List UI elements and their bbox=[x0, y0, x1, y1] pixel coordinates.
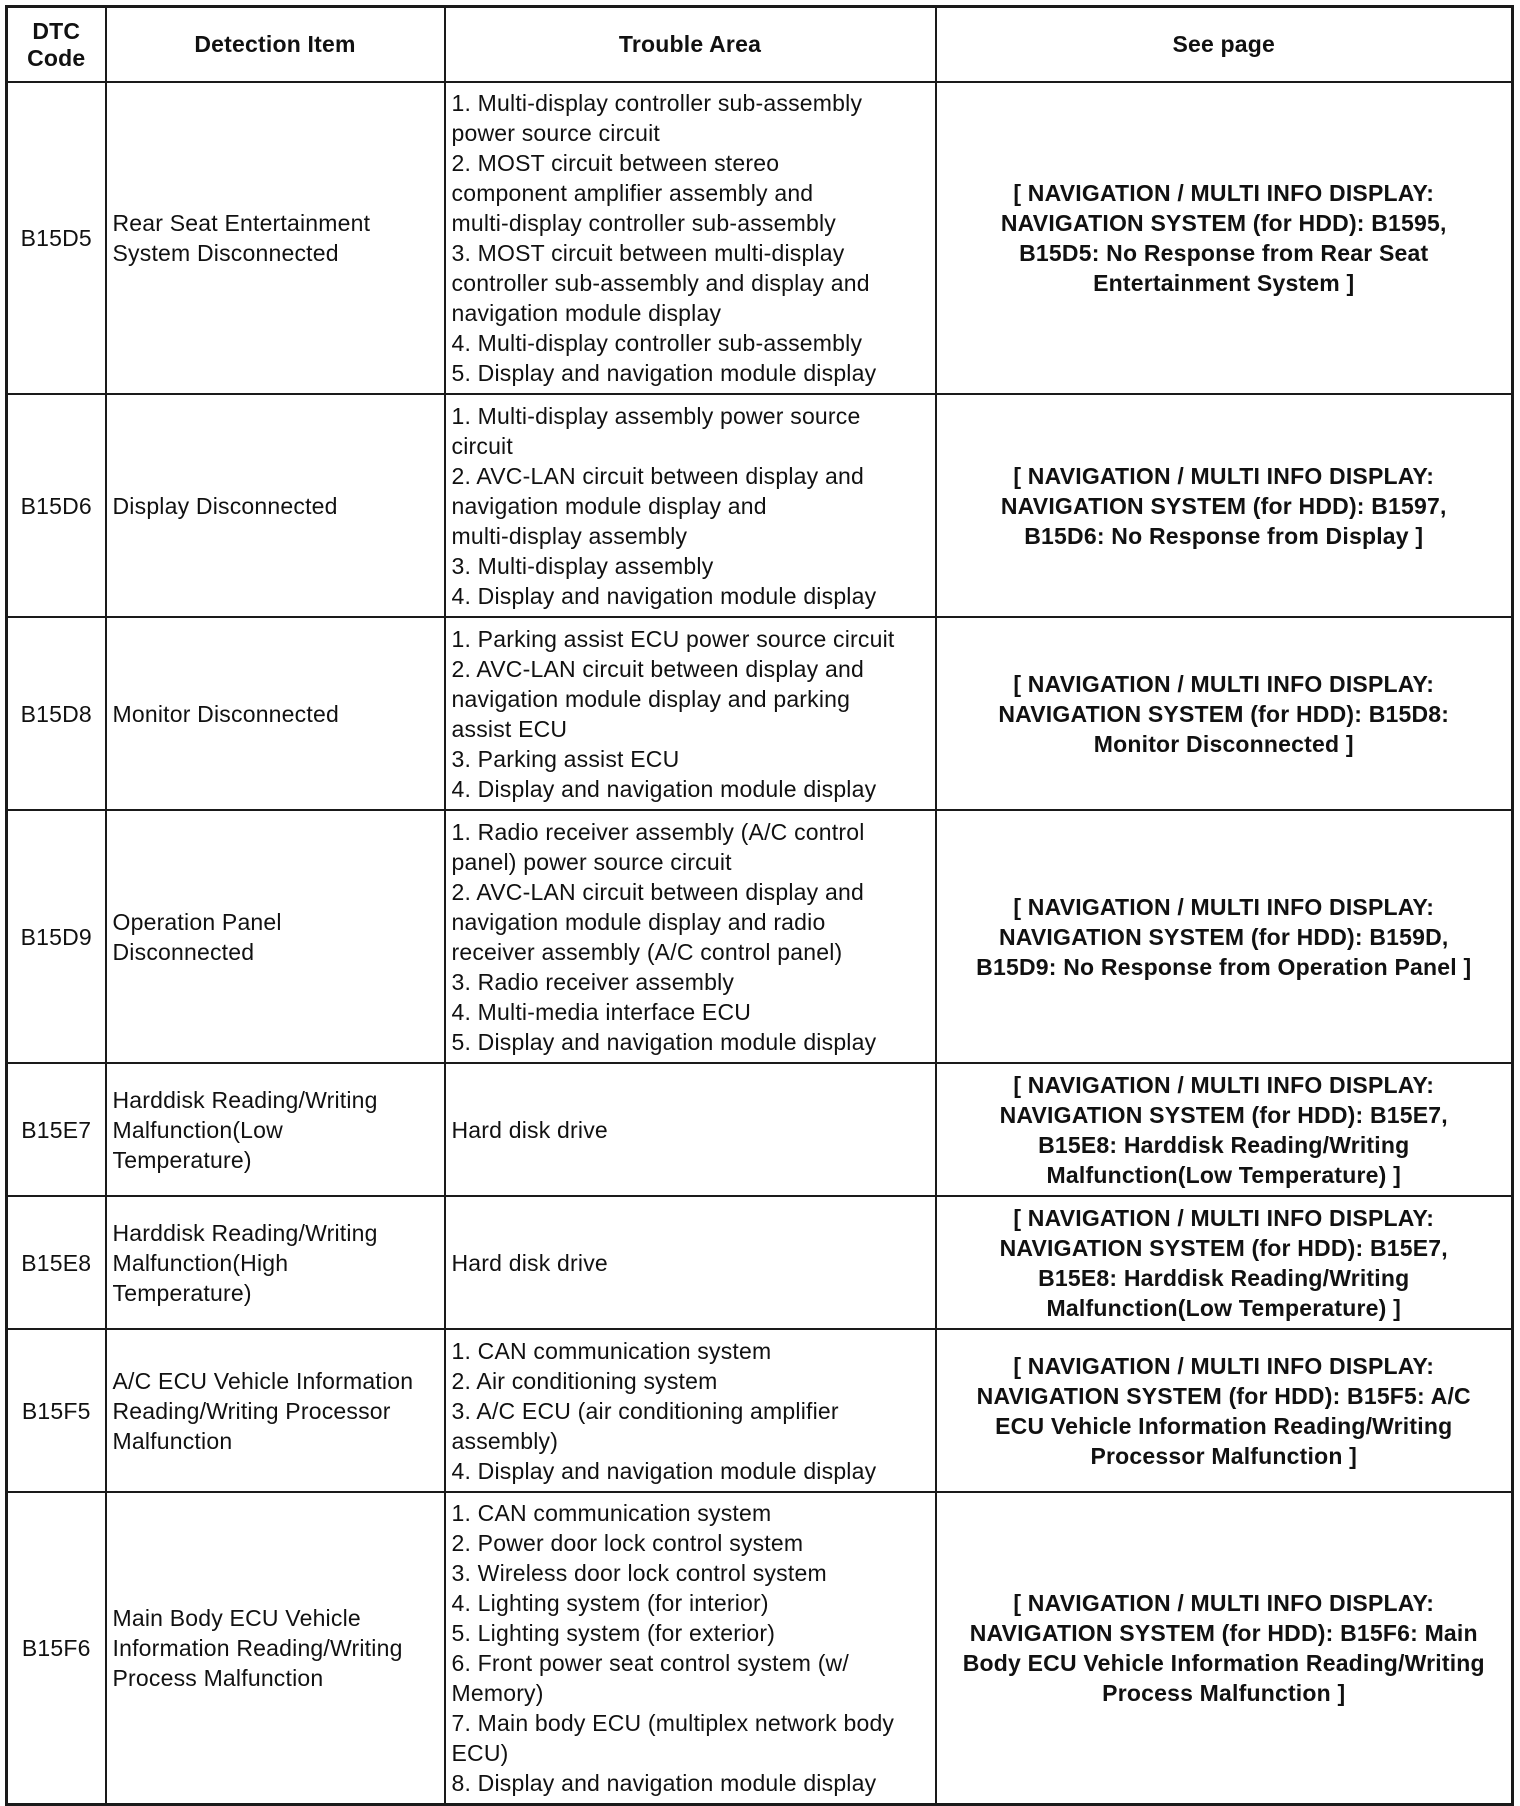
trouble-area-line: 4. Lighting system (for interior) bbox=[451, 1589, 769, 1616]
detection-item-cell bbox=[106, 617, 445, 810]
table-row bbox=[7, 1329, 1513, 1492]
see-page-text bbox=[1000, 1203, 1448, 1323]
detection-item-line: Operation Panel bbox=[112, 908, 282, 935]
see-page-line: [ NAVIGATION / MULTI INFO DISPLAY: bbox=[1013, 462, 1435, 489]
detection-item-line: Process Malfunction bbox=[112, 1664, 324, 1691]
detection-item-line: A/C ECU Vehicle Information bbox=[112, 1367, 414, 1394]
see-page-line: NAVIGATION SYSTEM (for HDD): B15F6: Main bbox=[969, 1619, 1478, 1646]
detection-item-line: System Disconnected bbox=[112, 240, 339, 266]
header-dtc-code bbox=[7, 7, 106, 83]
trouble-area-line: 2. AVC-LAN circuit between display and bbox=[451, 878, 864, 905]
table-row bbox=[7, 394, 1513, 617]
trouble-area-line: 4. Multi-display controller sub-assembly bbox=[451, 330, 863, 356]
trouble-area-line: 4. Display and navigation module display bbox=[451, 582, 877, 609]
see-page-line: [ NAVIGATION / MULTI INFO DISPLAY: bbox=[1013, 1589, 1435, 1616]
trouble-area-line: 5. Display and navigation module display bbox=[451, 360, 877, 386]
trouble-area-cell bbox=[445, 1196, 936, 1329]
trouble-area-line: 2. AVC-LAN circuit between display and bbox=[451, 655, 864, 682]
see-page-text bbox=[976, 892, 1471, 982]
see-page-line: B15E8: Harddisk Reading/Writing bbox=[1038, 1264, 1410, 1291]
trouble-area-line: component amplifier assembly and bbox=[451, 180, 814, 206]
see-page-link[interactable] bbox=[936, 1063, 1513, 1196]
trouble-area-line: 4. Multi-media interface ECU bbox=[451, 998, 752, 1025]
trouble-area-line: assembly) bbox=[451, 1427, 559, 1454]
detection-item-cell bbox=[106, 810, 445, 1063]
table-row bbox=[7, 82, 1513, 394]
detection-item-cell bbox=[106, 394, 445, 617]
see-page-line: B15E8: Harddisk Reading/Writing bbox=[1038, 1131, 1410, 1158]
detection-item-line: Malfunction(Low bbox=[112, 1116, 283, 1143]
trouble-area-line: 1. Radio receiver assembly (A/C control bbox=[451, 818, 865, 845]
dtc-code-cell: B15F6 bbox=[7, 1492, 106, 1804]
header-trouble-area: Trouble Area bbox=[445, 7, 936, 83]
dtc-code-cell: B15E8 bbox=[7, 1196, 106, 1329]
trouble-area-line: navigation module display bbox=[451, 300, 722, 326]
trouble-area-line: Memory) bbox=[451, 1679, 544, 1706]
trouble-area-line: 3. Parking assist ECU bbox=[451, 745, 680, 772]
see-page-link[interactable] bbox=[936, 1196, 1513, 1329]
detection-item-line: Malfunction bbox=[112, 1427, 233, 1454]
trouble-area-cell bbox=[445, 617, 936, 810]
see-page-line: Entertainment System ] bbox=[1093, 270, 1355, 296]
see-page-line: NAVIGATION SYSTEM (for HDD): B1595, bbox=[1000, 210, 1447, 236]
trouble-area-line: multi-display controller sub-assembly bbox=[451, 210, 836, 236]
see-page-link[interactable] bbox=[936, 1492, 1513, 1804]
see-page-line: B15D5: No Response from Rear Seat bbox=[1019, 240, 1429, 266]
detection-item-line: Temperature) bbox=[112, 1279, 252, 1306]
trouble-area-line: Hard disk drive bbox=[451, 1249, 608, 1276]
detection-item-line: Information Reading/Writing bbox=[112, 1634, 403, 1661]
detection-item-cell bbox=[106, 1063, 445, 1196]
table-row bbox=[7, 1063, 1513, 1196]
detection-item-line: Rear Seat Entertainment bbox=[112, 210, 371, 236]
see-page-line: B15D9: No Response from Operation Panel ] bbox=[976, 953, 1472, 980]
trouble-area-cell bbox=[445, 1063, 936, 1196]
trouble-area-line: 3. Multi-display assembly bbox=[451, 552, 714, 579]
dtc-code-cell: B15D5 bbox=[7, 82, 106, 394]
see-page-line: Malfunction(Low Temperature) ] bbox=[1046, 1161, 1401, 1188]
see-page-line: NAVIGATION SYSTEM (for HDD): B15E7, bbox=[999, 1101, 1448, 1128]
trouble-area-cell bbox=[445, 1492, 936, 1804]
detection-item-cell bbox=[106, 1196, 445, 1329]
see-page-link[interactable] bbox=[936, 810, 1513, 1063]
see-page-text bbox=[977, 1351, 1471, 1471]
header-code-line1: DTC bbox=[32, 17, 81, 44]
trouble-area-line: assist ECU bbox=[451, 715, 568, 742]
table-row bbox=[7, 617, 1513, 810]
trouble-area-line: 2. Power door lock control system bbox=[451, 1529, 804, 1556]
trouble-area-line: Hard disk drive bbox=[451, 1116, 608, 1143]
detection-item-line: Temperature) bbox=[112, 1146, 252, 1173]
trouble-area-line: 1. Multi-display assembly power source bbox=[451, 402, 861, 429]
trouble-area-line: 3. Radio receiver assembly bbox=[451, 968, 735, 995]
trouble-area-line: 5. Display and navigation module display bbox=[451, 1028, 877, 1055]
trouble-area-cell bbox=[445, 82, 936, 394]
detection-item-line: Display Disconnected bbox=[112, 492, 338, 519]
see-page-line: NAVIGATION SYSTEM (for HDD): B159D, bbox=[998, 923, 1449, 950]
trouble-area-line: 3. MOST circuit between multi-display bbox=[451, 240, 845, 266]
see-page-line: NAVIGATION SYSTEM (for HDD): B15E7, bbox=[999, 1234, 1448, 1261]
table-row bbox=[7, 1492, 1513, 1804]
trouble-area-line: navigation module display and radio bbox=[451, 908, 826, 935]
trouble-area-line: 3. A/C ECU (air conditioning amplifier bbox=[451, 1397, 839, 1424]
trouble-area-line: 1. CAN communication system bbox=[451, 1499, 772, 1526]
see-page-text bbox=[1001, 178, 1447, 298]
detection-item-line: Malfunction(High bbox=[112, 1249, 289, 1276]
trouble-area-line: panel) power source circuit bbox=[451, 848, 732, 875]
trouble-area-line: circuit bbox=[451, 432, 513, 459]
see-page-line: [ NAVIGATION / MULTI INFO DISPLAY: bbox=[1013, 893, 1435, 920]
dtc-code-cell: B15D6 bbox=[7, 394, 106, 617]
header-code-line2: Code bbox=[27, 44, 86, 71]
see-page-line: Malfunction(Low Temperature) ] bbox=[1046, 1294, 1401, 1321]
detection-item-line: Harddisk Reading/Writing bbox=[112, 1219, 378, 1246]
detection-item-line: Monitor Disconnected bbox=[112, 700, 339, 727]
see-page-line: [ NAVIGATION / MULTI INFO DISPLAY: bbox=[1013, 1071, 1435, 1098]
see-page-line: [ NAVIGATION / MULTI INFO DISPLAY: bbox=[1013, 1352, 1435, 1379]
trouble-area-line: 1. Parking assist ECU power source circuit bbox=[451, 625, 895, 652]
detection-item-line: Main Body ECU Vehicle bbox=[112, 1604, 361, 1631]
trouble-area-line: 4. Display and navigation module display bbox=[451, 1457, 877, 1484]
trouble-area-line: controller sub-assembly and display and bbox=[451, 270, 870, 296]
see-page-line: [ NAVIGATION / MULTI INFO DISPLAY: bbox=[1013, 1204, 1435, 1231]
dtc-code-cell: B15F5 bbox=[7, 1329, 106, 1492]
detection-item-line: Disconnected bbox=[112, 938, 255, 965]
see-page-line: NAVIGATION SYSTEM (for HDD): B15F5: A/C bbox=[976, 1382, 1471, 1409]
see-page-line: Processor Malfunction ] bbox=[1090, 1442, 1358, 1469]
trouble-area-line: 1. Multi-display controller sub-assembly bbox=[451, 90, 863, 116]
trouble-area-cell bbox=[445, 394, 936, 617]
trouble-area-line: 5. Lighting system (for exterior) bbox=[451, 1619, 776, 1646]
header-see-page: See page bbox=[936, 7, 1513, 83]
see-page-line: Process Malfunction ] bbox=[1102, 1679, 1346, 1706]
trouble-area-line: power source circuit bbox=[451, 120, 661, 146]
trouble-area-line: 8. Display and navigation module display bbox=[451, 1769, 877, 1796]
see-page-line: NAVIGATION SYSTEM (for HDD): B1597, bbox=[1000, 492, 1447, 519]
see-page-link[interactable] bbox=[936, 82, 1513, 394]
see-page-link[interactable] bbox=[936, 617, 1513, 810]
detection-item-cell bbox=[106, 1329, 445, 1492]
trouble-area-line: ECU) bbox=[451, 1739, 509, 1766]
trouble-area-line: navigation module display and bbox=[451, 492, 767, 519]
see-page-line: [ NAVIGATION / MULTI INFO DISPLAY: bbox=[1013, 670, 1435, 697]
see-page-text bbox=[1000, 1070, 1448, 1190]
detection-item-line: Harddisk Reading/Writing bbox=[112, 1086, 378, 1113]
see-page-text bbox=[1001, 461, 1447, 551]
trouble-area-line: 1. CAN communication system bbox=[451, 1337, 772, 1364]
detection-item-line: Reading/Writing Processor bbox=[112, 1397, 391, 1424]
trouble-area-line: 2. MOST circuit between stereo bbox=[451, 150, 780, 176]
trouble-area-line: receiver assembly (A/C control panel) bbox=[451, 938, 843, 965]
trouble-area-line: navigation module display and parking bbox=[451, 685, 851, 712]
trouble-area-line: 7. Main body ECU (multiplex network body bbox=[451, 1709, 895, 1736]
trouble-area-line: multi-display assembly bbox=[451, 522, 688, 549]
trouble-area-line: 2. AVC-LAN circuit between display and bbox=[451, 462, 864, 489]
header-detection-item: Detection Item bbox=[106, 7, 445, 83]
trouble-area-line: 3. Wireless door lock control system bbox=[451, 1559, 827, 1586]
see-page-text bbox=[963, 1588, 1485, 1708]
trouble-area-line: 2. Air conditioning system bbox=[451, 1367, 718, 1394]
trouble-area-cell bbox=[445, 810, 936, 1063]
detection-item-cell bbox=[106, 1492, 445, 1804]
see-page-line: NAVIGATION SYSTEM (for HDD): B15D8: bbox=[998, 700, 1450, 727]
see-page-link[interactable] bbox=[936, 394, 1513, 617]
see-page-line: Monitor Disconnected ] bbox=[1093, 730, 1354, 757]
table-row bbox=[7, 1196, 1513, 1329]
table-header-row bbox=[7, 7, 1513, 83]
see-page-line: [ NAVIGATION / MULTI INFO DISPLAY: bbox=[1013, 180, 1435, 206]
trouble-area-line: 6. Front power seat control system (w/ bbox=[451, 1649, 849, 1676]
trouble-area-cell bbox=[445, 1329, 936, 1492]
see-page-link[interactable] bbox=[936, 1329, 1513, 1492]
dtc-code-cell: B15D8 bbox=[7, 617, 106, 810]
detection-item-cell bbox=[106, 82, 445, 394]
dtc-table bbox=[5, 5, 1514, 1806]
see-page-line: ECU Vehicle Information Reading/Writing bbox=[995, 1412, 1453, 1439]
table-row bbox=[7, 810, 1513, 1063]
see-page-line: Body ECU Vehicle Information Reading/Writing bbox=[962, 1649, 1485, 1676]
trouble-area-line: 4. Display and navigation module display bbox=[451, 775, 877, 802]
see-page-line: B15D6: No Response from Display ] bbox=[1024, 522, 1424, 549]
table-body bbox=[7, 82, 1513, 1804]
dtc-code-cell: B15E7 bbox=[7, 1063, 106, 1196]
dtc-code-cell: B15D9 bbox=[7, 810, 106, 1063]
see-page-text bbox=[998, 669, 1449, 759]
